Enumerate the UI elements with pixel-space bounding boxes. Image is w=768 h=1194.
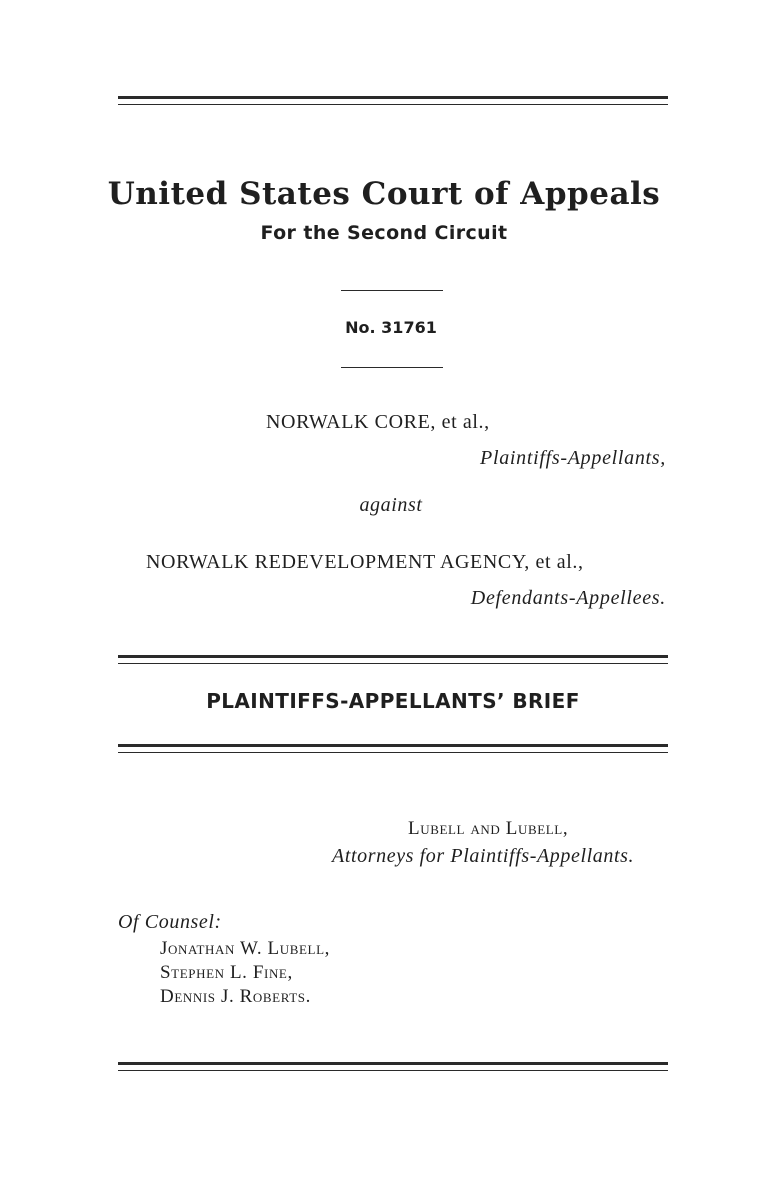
counsel-name: Stephen L. Fine, — [160, 962, 293, 983]
docket-rule-bottom — [341, 367, 443, 368]
circuit-subtitle: For the Second Circuit — [260, 222, 508, 244]
defendant-role: Defendants-Appellees. — [470, 587, 666, 609]
plaintiff-name: NORWALK CORE, et al., — [266, 411, 490, 433]
brief-title: PLAINTIFFS-APPELLANTS’ BRIEF — [206, 689, 580, 713]
top-double-rule — [118, 96, 668, 105]
counsel-name: Dennis J. Roberts. — [160, 986, 311, 1007]
brief-rule-bottom — [118, 744, 668, 753]
law-firm-name: Lubell and Lubell, — [408, 818, 569, 839]
of-counsel-label: Of Counsel: — [118, 911, 222, 933]
docket-rule-top — [341, 290, 443, 291]
plaintiff-role: Plaintiffs-Appellants, — [480, 447, 666, 469]
counsel-name: Jonathan W. Lubell, — [160, 938, 330, 959]
court-title: United States Court of Appeals — [107, 176, 661, 212]
brief-rule-top — [118, 655, 668, 664]
attorneys-role: Attorneys for Plaintiffs-Appellants. — [332, 845, 635, 867]
docket-number: No. 31761 — [345, 318, 437, 337]
defendant-name: NORWALK REDEVELOPMENT AGENCY, et al., — [146, 551, 584, 573]
bottom-double-rule — [118, 1062, 668, 1071]
versus-label: against — [359, 494, 423, 516]
